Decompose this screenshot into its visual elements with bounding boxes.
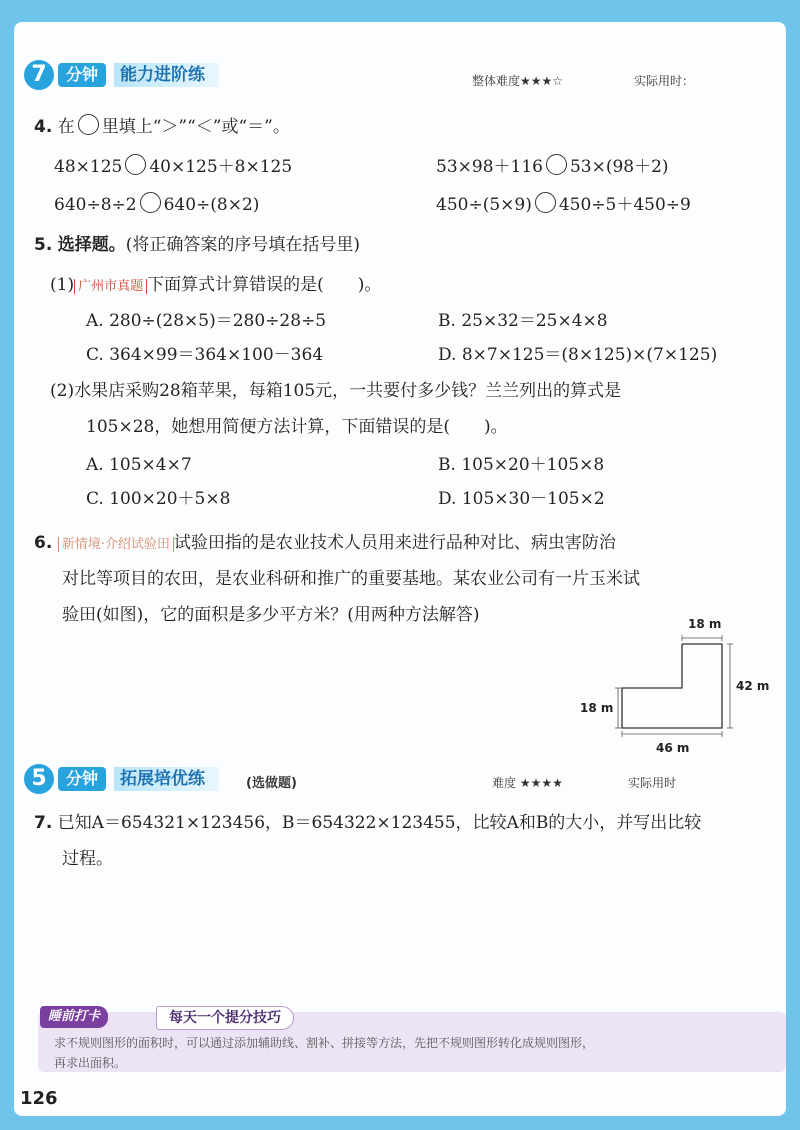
section2-title: 拓展培优练 bbox=[114, 767, 219, 791]
answer-circle[interactable] bbox=[140, 192, 161, 213]
q5-sub2-option-d[interactable]: D. 105×30－105×2 bbox=[438, 489, 605, 509]
dimension-lines bbox=[615, 635, 733, 737]
q5-sub2-line1: (2)水果店采购28箱苹果，每箱105元，一共要付多少钱？兰兰列出的算式是 bbox=[50, 381, 622, 401]
q7-line1: 7. 已知A＝654321×123456，B＝654322×123455，比较A和B的大小，并写出比较 bbox=[34, 813, 702, 833]
q6-line3: 验田(如图)，它的面积是多少平方米？(用两种方法解答) bbox=[62, 605, 480, 625]
difficulty-stars: ★★★☆ bbox=[520, 74, 564, 88]
worksheet bbox=[14, 22, 786, 1116]
q4-row2-left: 640÷8÷2 640÷(8×2) bbox=[54, 192, 259, 216]
section1-number-badge: 7 bbox=[24, 60, 54, 90]
section2-number-badge: 5 bbox=[24, 764, 54, 794]
tip-badge: 睡前打卡 bbox=[40, 1006, 108, 1028]
q5-sub1-stem: (1) 广州市真题 下面算式计算错误的是( )。 bbox=[50, 275, 382, 295]
q5-sub2-option-c[interactable]: C. 100×20＋5×8 bbox=[86, 489, 231, 509]
top-width-label: 18 m bbox=[688, 617, 722, 631]
section2-note: (选做题) bbox=[246, 776, 297, 791]
source-tag: 广州市真题 bbox=[74, 279, 147, 294]
section2-difficulty: 难度 ★★★★ bbox=[492, 776, 563, 790]
q5-title: 5. 选择题。(将正确答案的序号填在括号里) bbox=[34, 235, 360, 255]
q4-row1-left: 48×125 40×125＋8×125 bbox=[54, 154, 292, 178]
q6-line2: 对比等项目的农田，是农业科研和推广的重要基地。某农业公司有一片玉米试 bbox=[62, 569, 640, 589]
context-tag: 新情境·介绍试验田 bbox=[58, 537, 174, 552]
q5-sub2-line2: 105×28，她想用简便方法计算，下面错误的是( )。 bbox=[86, 417, 508, 437]
right-height-label: 42 m bbox=[736, 679, 770, 693]
left-height-label: 18 m bbox=[580, 701, 614, 715]
tip-title: 每天一个提分技巧 bbox=[156, 1006, 294, 1030]
field-outline bbox=[622, 644, 722, 728]
page-number: 126 bbox=[20, 1088, 58, 1109]
q5-sub1-option-b[interactable]: B. 25×32＝25×4×8 bbox=[438, 311, 608, 331]
section1-unit-pill: 分钟 bbox=[58, 63, 106, 87]
field-figure bbox=[574, 608, 774, 758]
tip-text-line2: 再求出面积。 bbox=[54, 1056, 127, 1070]
section2-unit-pill: 分钟 bbox=[58, 767, 106, 791]
difficulty-stars: ★★★★ bbox=[519, 776, 563, 790]
section2-time-label: 实际用时 bbox=[628, 776, 677, 790]
q4-row2-right: 450÷(5×9) 450÷5＋450÷9 bbox=[436, 192, 691, 216]
tip-text-line1: 求不规则图形的面积时，可以通过添加辅助线、割补、拼接等方法，先把不规则图形转化成规则图形， bbox=[54, 1036, 595, 1050]
q5-sub1-option-a[interactable]: A. 280÷(28×5)＝280÷28÷5 bbox=[86, 311, 327, 331]
q4-prompt: 4. 在 里填上“＞”“＜”或“＝”。 bbox=[34, 114, 290, 138]
q6-line1: 6. 新情境·介绍试验田 试验田指的是农业技术人员用来进行品种对比、病虫害防治 bbox=[34, 533, 616, 553]
q5-sub1-option-c[interactable]: C. 364×99＝364×100－364 bbox=[86, 345, 324, 365]
bottom-width-label: 46 m bbox=[656, 741, 690, 755]
answer-circle[interactable] bbox=[535, 192, 556, 213]
section1-time-label: 实际用时： bbox=[634, 74, 695, 88]
q5-sub1-option-d[interactable]: D. 8×7×125＝(8×125)×(7×125) bbox=[438, 345, 718, 365]
section1-title: 能力进阶练 bbox=[114, 63, 219, 87]
answer-circle[interactable] bbox=[125, 154, 146, 175]
q4-row1-right: 53×98＋116 53×(98＋2) bbox=[436, 154, 669, 178]
section1-difficulty: 整体难度★★★☆ bbox=[472, 74, 564, 88]
blank-circle-icon bbox=[78, 114, 99, 135]
answer-circle[interactable] bbox=[546, 154, 567, 175]
q7-line2: 过程。 bbox=[62, 849, 113, 869]
q5-sub2-option-a[interactable]: A. 105×4×7 bbox=[86, 455, 192, 475]
q5-sub2-option-b[interactable]: B. 105×20＋105×8 bbox=[438, 455, 605, 475]
